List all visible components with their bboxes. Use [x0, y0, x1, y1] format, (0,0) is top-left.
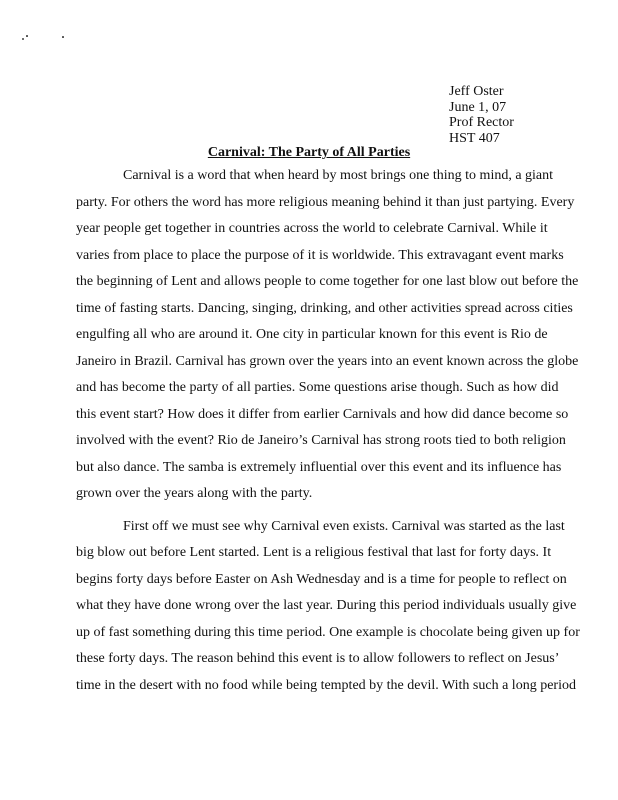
- text-line: grown over the years along with the party.: [76, 486, 313, 501]
- text-line: First off we must see why Carnival even exists. Carnival was started as the last: [123, 518, 565, 534]
- text-line: begins forty days before Easter on Ash Wednesday and is a time for people to reflect on: [76, 571, 567, 587]
- professor-name: Prof Rector: [449, 115, 514, 130]
- text-line: these forty days. The reason behind this event is to allow followers to reflect on Jesus’: [76, 651, 560, 666]
- text-line: Carnival is a word that when heard by most brings one thing to mind, a giant: [123, 168, 554, 183]
- text-line: party. For others the word has more religious meaning behind it than just partying. Every: [76, 194, 575, 210]
- author-name: Jeff Oster: [449, 84, 504, 99]
- scan-speck: [62, 36, 64, 38]
- text-line: time in the desert with no food while being tempted by the devil. With such a long period: [76, 677, 576, 693]
- text-line: big blow out before Lent started. Lent is a religious festival that last for forty days. It: [76, 545, 552, 560]
- scan-speck: [22, 38, 24, 40]
- scan-speck: [26, 35, 28, 37]
- text-line: but also dance. The samba is extremely influential over this event and its influence has: [76, 459, 562, 475]
- paragraph-2: [76, 514, 580, 700]
- paper-date: June 1, 07: [449, 99, 507, 115]
- text-line: year people get together in countries across the world to celebrate Carnival. While it: [76, 221, 548, 236]
- text-line: time of fasting starts. Dancing, singing, drinking, and other activities spread across cities: [76, 300, 573, 316]
- text-line: the beginning of Lent and allows people to come together for one last blow out before the: [76, 274, 579, 289]
- text-line: varies from place to place the purpose of it is worldwide. This extravagant event marks: [76, 247, 564, 263]
- text-line: this event start? How does it differ from earlier Carnivals and how did dance become so: [76, 406, 569, 422]
- essay-body: [76, 163, 580, 699]
- page-title: Carnival: The Party of All Parties: [207, 145, 411, 160]
- course-code: HST 407: [449, 130, 500, 146]
- text-line: up of fast something during this time period. One example is chocolate being given up for: [76, 624, 580, 640]
- text-line: what they have done wrong over the last year. During this period individuals usually give: [76, 598, 577, 613]
- text-line: and has become the party of all parties. Some questions arise though. Such as how did: [76, 380, 559, 395]
- text-line: involved with the event? Rio de Janeiro’s Carnival has strong roots tied to both religion: [76, 433, 566, 448]
- paragraph-1: [76, 163, 579, 508]
- text-line: engulfing all who are around it. One city in particular known for this event is Rio de: [76, 327, 548, 342]
- text-line: Janeiro in Brazil. Carnival has grown over the years into an event known across the globe: [76, 353, 579, 369]
- header-block: [449, 84, 514, 146]
